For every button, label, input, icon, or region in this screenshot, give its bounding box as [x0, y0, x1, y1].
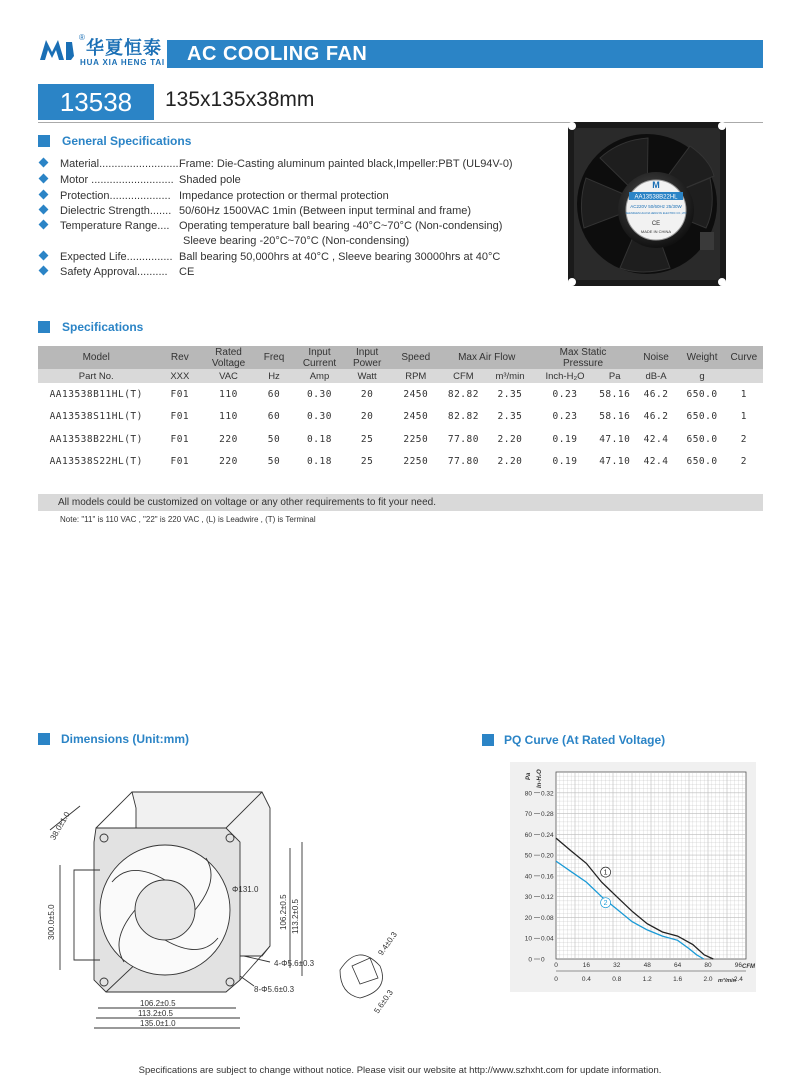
model-size: 135x135x38mm [165, 88, 315, 111]
y-tick-label: 80 [524, 790, 532, 798]
spec-motor: Motor ........................... Shaded pole [40, 174, 241, 186]
model-code-note: Note: "11" is 110 VAC , "22" is 220 VAC , (L) is Leadwire , (T) is Terminal [60, 515, 316, 524]
col-current: Input Current [296, 346, 343, 369]
fan-label-model: AA13538B22HL [634, 194, 678, 201]
table-cell: 20 [360, 388, 374, 400]
spec-safety: Safety Approval.......... CE [40, 266, 194, 278]
logo-icon [38, 38, 82, 62]
x-tick-label: 96 [734, 962, 743, 969]
fan-label-origin: MADE IN CHINA [640, 229, 672, 234]
dim-overall: 135.0±1.0 [140, 1019, 176, 1028]
pq-chart [510, 762, 756, 992]
y-axis-label: Pa [526, 772, 532, 780]
col-rev: Rev [154, 346, 205, 369]
fan-label-rating: AC220V 50/60Hz 25/30W [630, 204, 682, 209]
table-cell: 60 [267, 411, 281, 423]
table-cell: 82.82 [447, 411, 479, 423]
unit-cell: XXX [154, 369, 205, 383]
dimensions-title: Dimensions (Unit:mm) [61, 732, 190, 746]
unit-cell: Part No. [38, 369, 154, 383]
spec-protection: Protection.................... Impedance protection or thermal protection [40, 190, 389, 202]
x-tick-label: 0 [554, 962, 558, 969]
table-cell: 2250 [403, 433, 429, 445]
unit-cell: Watt [343, 369, 392, 383]
table-row [38, 428, 763, 451]
fan-photo [560, 118, 740, 290]
dim-leadwire: 300.0±5.0 [47, 904, 56, 940]
table-cell: 20 [360, 411, 374, 423]
x2-tick-label: 0.4 [581, 976, 591, 983]
x2-tick-label: 2.0 [703, 976, 713, 983]
table-cell: 2.20 [497, 456, 523, 468]
col-model: Model [38, 346, 154, 369]
table-cell: F01 [170, 388, 190, 400]
table-cell: 82.82 [447, 388, 479, 400]
table-cell: 2.35 [497, 411, 523, 423]
col-weight: Weight [679, 346, 725, 369]
x-axis-label: CFM [742, 964, 755, 970]
table-cell: 650.0 [686, 456, 718, 468]
table-cell: 110 [219, 411, 238, 423]
col-curve: Curve [725, 346, 763, 369]
table-cell: 58.16 [599, 388, 631, 400]
table-cell: 77.80 [447, 433, 479, 445]
curve-label: 2 [603, 900, 608, 908]
dim-depth: 38.0±1.0 [48, 810, 72, 842]
dim-width-v: 113.2±0.5 [291, 899, 300, 934]
table-cell: 650.0 [686, 411, 718, 423]
table-cell: AA13538B22HL(T) [49, 433, 143, 445]
unit-cell: m³/min [487, 369, 534, 383]
table-cell: 0.19 [552, 456, 578, 468]
x2-tick-label: 2.4 [733, 976, 743, 983]
x2-tick-label: 0 [554, 976, 558, 983]
general-specs-title: General Specifications [62, 134, 192, 148]
y2-tick-label: 0.08 [541, 914, 554, 922]
y-tick-label: 50 [524, 852, 532, 860]
y2-tick-label: 0.12 [541, 894, 554, 902]
table-cell: 25 [360, 433, 374, 445]
dim-hole-span-h: 106.2±0.5 [140, 999, 176, 1008]
dim-width-h: 113.2±0.5 [138, 1009, 173, 1018]
section-marker [38, 135, 50, 147]
unit-cell: Hz [252, 369, 296, 383]
table-cell: 2450 [403, 411, 429, 423]
col-airflow: Max Air Flow [440, 346, 533, 369]
table-cell: 2250 [403, 456, 429, 468]
table-cell: 2.20 [497, 433, 523, 445]
unit-cell: Pa [597, 369, 633, 383]
section-marker [482, 734, 494, 746]
table-cell: 60 [267, 388, 281, 400]
dim-slot-width: 5.6±0.3 [372, 988, 395, 1016]
table-cell: 650.0 [686, 433, 718, 445]
model-code: 13538 [38, 84, 154, 120]
table-cell: 0.23 [552, 388, 578, 400]
y2-tick-label: 0.28 [541, 811, 554, 819]
table-cell: F01 [170, 456, 190, 468]
y2-axis-label: In-H₂O [537, 769, 543, 788]
col-voltage: Rated Voltage [205, 346, 252, 369]
unit-cell: CFM [440, 369, 487, 383]
unit-cell: dB-A [633, 369, 680, 383]
table-cell: AA13538S11HL(T) [49, 411, 143, 423]
table-row [38, 383, 763, 406]
table-cell: 0.18 [307, 456, 332, 468]
dim-impeller: Φ131.0 [232, 885, 259, 894]
table-cell: 47.10 [599, 433, 631, 445]
table-cell: 47.10 [599, 456, 631, 468]
spec-life: Expected Life............... Ball bearing 50,000hrs at 40°C , Sleeve bearing 30000hrs at 40°C [40, 251, 500, 263]
logo-chinese: 华夏恒泰 [86, 38, 162, 58]
table-cell: 2 [740, 433, 748, 445]
page-title: AC COOLING FAN [187, 43, 368, 65]
table-cell: 42.4 [643, 456, 669, 468]
y-tick-label: 40 [524, 873, 532, 881]
x2-tick-label: 0.8 [612, 976, 622, 983]
table-cell: 2.35 [497, 388, 523, 400]
customize-note: All models could be customized on voltage or any other requirements to fit your need. [38, 494, 763, 511]
table-cell: 50 [267, 456, 281, 468]
table-units-row [38, 369, 763, 383]
y-tick-label: 60 [524, 831, 532, 839]
unit-cell: g [679, 369, 725, 383]
table-cell: 58.16 [599, 411, 631, 423]
table-cell: 1 [740, 388, 748, 400]
y2-tick-label: 0.04 [541, 935, 554, 943]
table-cell: F01 [170, 411, 190, 423]
unit-cell [725, 369, 763, 383]
x2-tick-label: 1.6 [673, 976, 683, 983]
section-marker [38, 733, 50, 745]
spec-temperature: Temperature Range.... Operating temperature ball bearing -40°C~70°C (Non-condensing) [40, 220, 502, 232]
y-tick-label: 20 [524, 914, 532, 922]
table-cell: AA13538S22HL(T) [49, 456, 143, 468]
table-cell: 220 [219, 456, 238, 468]
y-tick-label: 10 [524, 935, 532, 943]
fan-label-maker: SHENZHEN HUAXIA HENGTAI ELECTRIC CO.,LTD [625, 212, 687, 215]
table-cell: AA13538B11HL(T) [49, 388, 143, 400]
table-cell: 46.2 [643, 411, 669, 423]
table-row [38, 406, 763, 429]
table-header-row [38, 346, 763, 369]
unit-cell: Amp [296, 369, 343, 383]
col-freq: Freq [252, 346, 296, 369]
x-tick-label: 48 [643, 962, 651, 969]
registered-mark: ® [79, 33, 85, 42]
table-cell: 0.18 [307, 433, 332, 445]
table-cell: 650.0 [686, 388, 718, 400]
dim-hole-span-v: 106.2±0.5 [279, 894, 288, 930]
table-cell: 2 [740, 456, 748, 468]
x-tick-label: 32 [613, 962, 621, 969]
dim-holes-4: 4-Φ5.6±0.3 [274, 959, 315, 968]
dimension-drawing [40, 770, 420, 1030]
y-tick-label: 70 [524, 811, 532, 819]
x2-axis-label: m³/min [718, 978, 737, 984]
spec-temperature-sleeve: Sleeve bearing -20°C~70°C (Non-condensing) [183, 235, 410, 247]
table-cell: 46.2 [643, 388, 669, 400]
unit-cell: Inch-H₂O [533, 369, 597, 383]
table-cell: 42.4 [643, 433, 669, 445]
x2-tick-label: 1.2 [642, 976, 652, 983]
table-cell: 50 [267, 433, 281, 445]
dim-holes-8: 8-Φ5.6±0.3 [254, 985, 295, 994]
x-tick-label: 64 [673, 962, 682, 969]
table-cell: 110 [219, 388, 238, 400]
y-tick-label: 0 [528, 956, 532, 964]
col-pressure: Max Static Pressure [533, 346, 632, 369]
spec-material: Material...........................Frame: Die-Casting aluminum painted black,Impeller:PBT (UL94V-0) [40, 158, 513, 170]
y2-tick-label: 0.24 [541, 831, 554, 839]
specifications-title: Specifications [62, 320, 144, 334]
logo-english: HUA XIA HENG TAI [80, 58, 165, 67]
table-cell: 2450 [403, 388, 429, 400]
dim-slot-length: 9.4±0.3 [376, 930, 399, 958]
footer-note: Specifications are subject to change without notice. Please visit our website at http://www.szhxht.com for update information. [138, 1065, 662, 1076]
fan-label-brand: M [652, 180, 660, 190]
curve-label: 1 [603, 869, 608, 877]
x-tick-label: 80 [704, 962, 712, 969]
section-marker [38, 321, 50, 333]
table-cell: 0.30 [307, 411, 332, 423]
y2-tick-label: 0.20 [541, 852, 554, 860]
table-cell: 220 [219, 433, 238, 445]
col-noise: Noise [633, 346, 680, 369]
y2-tick-label: 0.32 [541, 790, 554, 798]
table-row [38, 451, 763, 474]
table-cell: 1 [740, 411, 748, 423]
x-tick-label: 16 [582, 962, 591, 969]
table-cell: 77.80 [447, 456, 479, 468]
unit-cell: VAC [205, 369, 252, 383]
pq-title: PQ Curve (At Rated Voltage) [504, 733, 666, 747]
y2-tick-label: 0.16 [541, 873, 554, 881]
table-cell: F01 [170, 433, 190, 445]
table-cell: 0.23 [552, 411, 578, 423]
specs-table [38, 346, 763, 473]
table-cell: 0.19 [552, 433, 578, 445]
table-cell: 0.30 [307, 388, 332, 400]
spec-dielectric: Dielectric Strength....... 50/60Hz 1500VAC 1min (Between input terminal and frame) [40, 205, 471, 217]
fan-label-ce: CE [651, 221, 661, 227]
col-power: Input Power [343, 346, 392, 369]
table-cell: 25 [360, 456, 374, 468]
unit-cell: RPM [391, 369, 440, 383]
title-bar [167, 40, 763, 68]
y2-tick-label: 0 [541, 956, 545, 964]
y-tick-label: 30 [524, 894, 532, 902]
col-speed: Speed [391, 346, 440, 369]
